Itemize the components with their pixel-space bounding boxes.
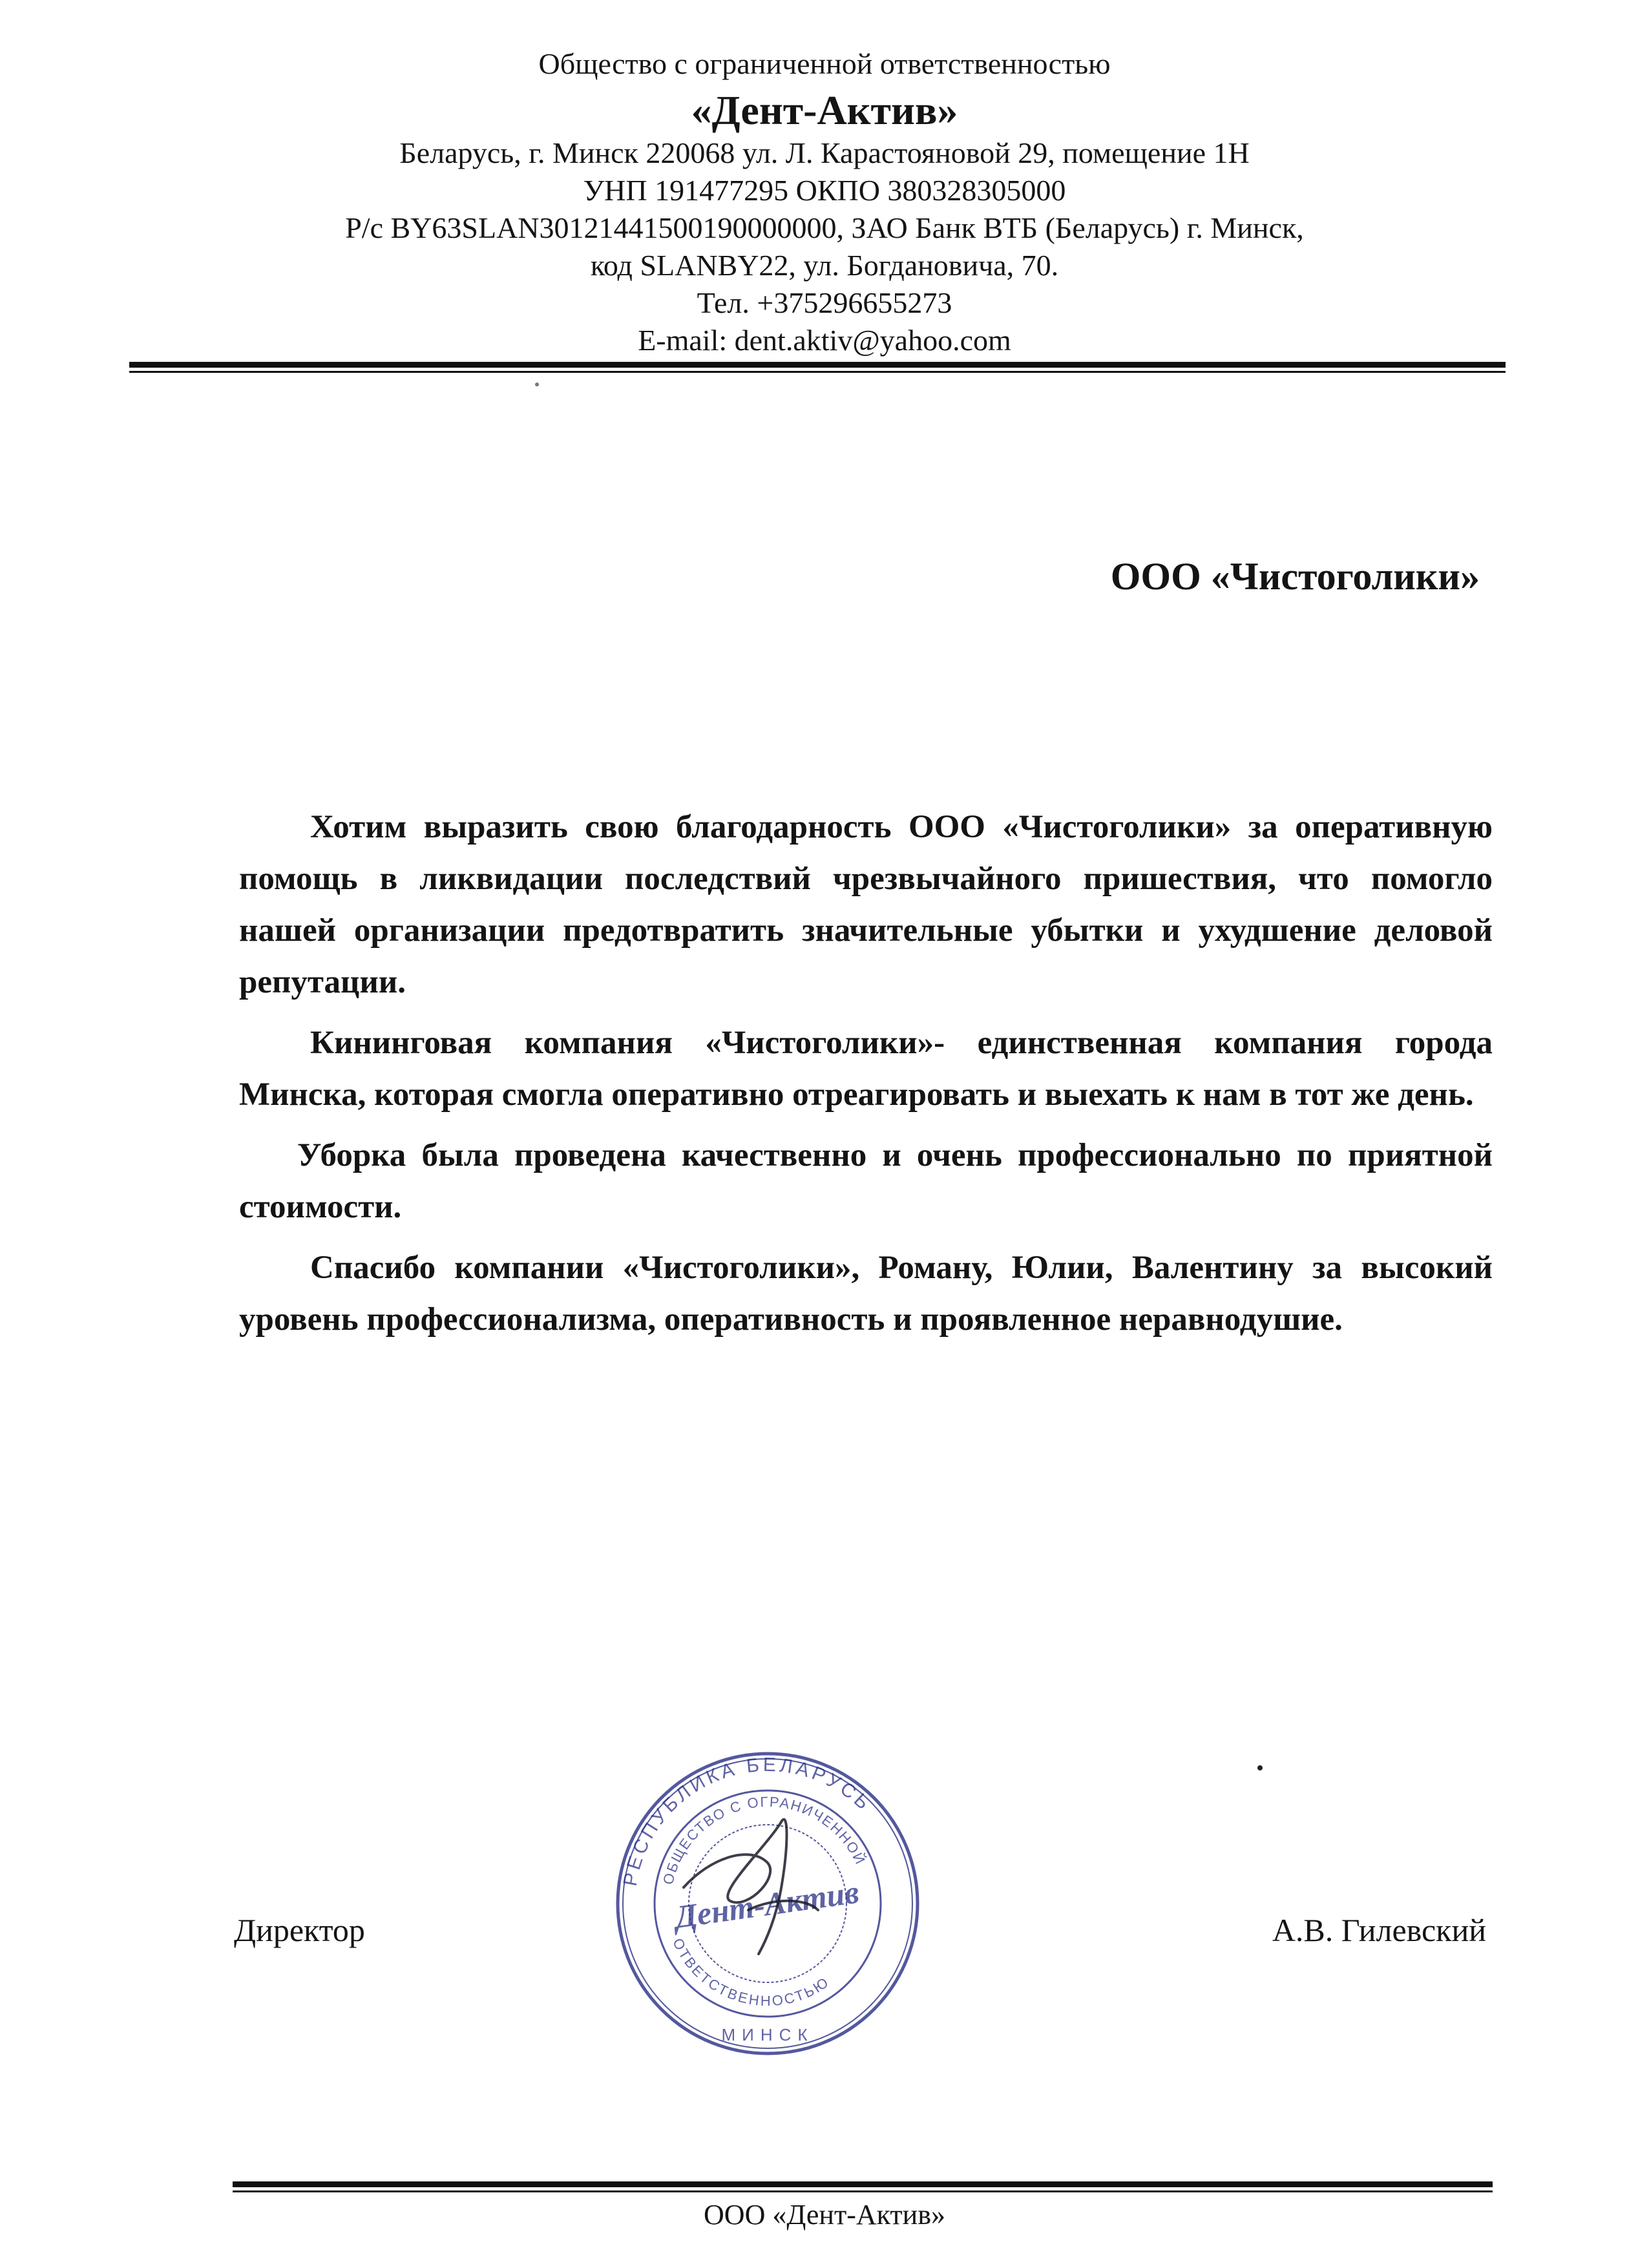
seal-center-name: Дент-Актив bbox=[672, 1873, 861, 1935]
letterhead-email: E-mail: dent.aktiv@yahoo.com bbox=[638, 324, 1011, 357]
letter-body bbox=[239, 801, 1493, 1354]
seal-outer-text: РЕСПУБЛИКА БЕЛАРУСЬ bbox=[619, 1754, 876, 1888]
seal-inner-bottom-text: ОТВЕТСТВЕННОСТЬЮ bbox=[669, 1935, 833, 2010]
body-paragraph: Хотим выразить свою благодарность ООО «Чистоголики» за оперативную помощь в ликвидации последствий чрезвычайного пришествия, что помогло нашей организации предотвратить значительные убытки и ухудшение деловой репутации. bbox=[239, 809, 1493, 1000]
body-paragraph: Спасибо компании «Чистоголики», Роману, Юлии, Валентину за высокий уровень профессионализма, оперативность и проявленное неравнодушие. bbox=[239, 1250, 1493, 1338]
seal-city: МИНСК bbox=[721, 2025, 814, 2044]
signature-position: Директор bbox=[234, 1912, 365, 1948]
letterhead-registry: УНП 191477295 ОКПО 380328305000 bbox=[583, 174, 1066, 207]
letterhead-address: Беларусь, г. Минск 220068 ул. Л. Карастояновой 29, помещение 1Н bbox=[399, 136, 1250, 169]
letterhead-org-form: Общество с ограниченной ответственностью bbox=[538, 47, 1111, 80]
footer-divider bbox=[233, 2181, 1493, 2192]
company-seal bbox=[613, 1748, 923, 2059]
letterhead-bank-account: Р/с BY63SLAN30121441500190000000, ЗАО Банк ВТБ (Беларусь) г. Минск, bbox=[345, 211, 1304, 244]
scan-dot bbox=[1257, 1765, 1263, 1770]
header-divider bbox=[129, 362, 1506, 373]
letterhead-org-name: «Дент-Актив» bbox=[691, 87, 958, 133]
letterhead-phone: Тел. +375296655273 bbox=[697, 286, 952, 319]
seal-inner-top-text: ОБЩЕСТВО С ОГРАНИЧЕННОЙ bbox=[659, 1793, 869, 1887]
scan-dot bbox=[535, 383, 539, 386]
signature-name: А.В. Гилевский bbox=[1272, 1912, 1486, 1948]
footer-company-name: ООО «Дент-Актив» bbox=[704, 2199, 945, 2231]
letterhead-bank-code: код SLANBY22, ул. Богдановича, 70. bbox=[590, 249, 1059, 282]
body-paragraph: Уборка была проведена качественно и очень профессионально по приятной стоимости. bbox=[239, 1137, 1493, 1225]
addressee: ООО «Чистоголики» bbox=[1110, 555, 1480, 598]
body-paragraph: Кининговая компания «Чистоголики»- единственная компания города Минска, которая смогла оперативно отреагировать и выехать к нам в тот же день. bbox=[239, 1025, 1493, 1113]
